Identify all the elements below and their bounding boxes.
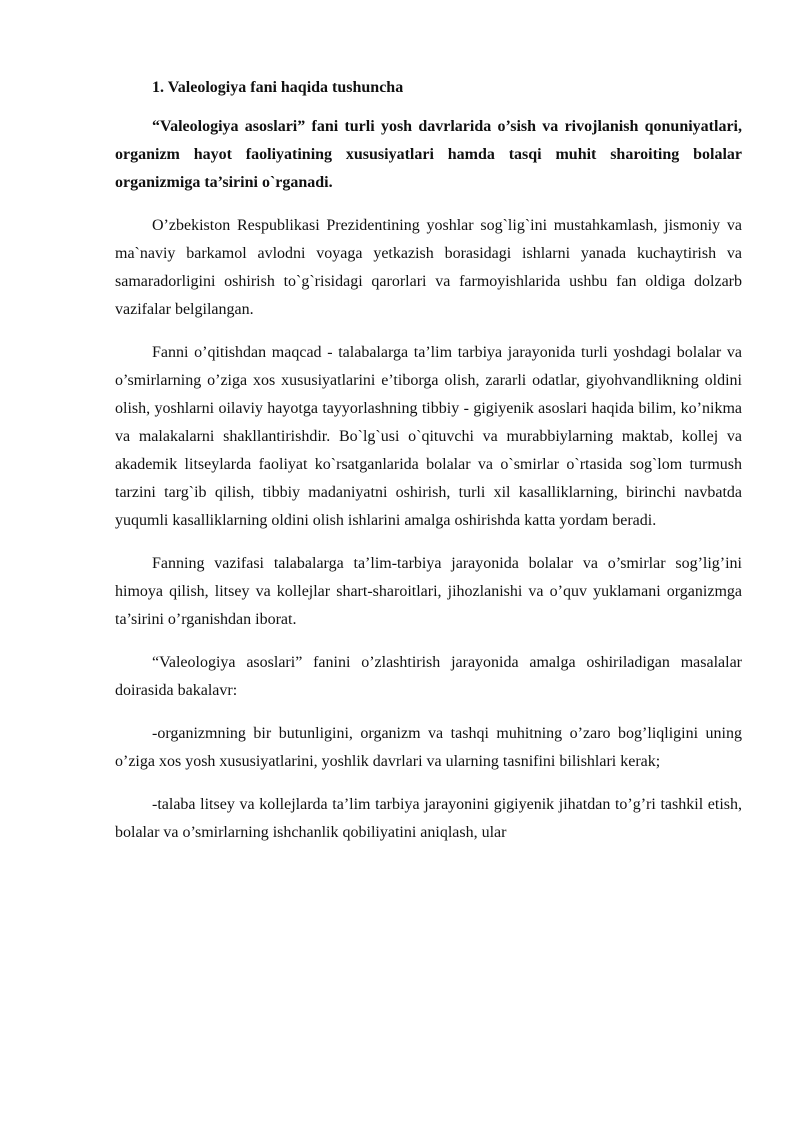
section-heading: 1. Valeologiya fani haqida tushuncha — [152, 79, 404, 96]
list-item: -organizmning bir butunligini, organizm va tashqi muhitning o’zaro bog’liqligini uning o’ziga xos yosh xususiyatlarini, yoshlik davrlari va ularning tasnifini bilishlari kerak; — [115, 725, 742, 770]
document-page — [115, 74, 742, 862]
body-paragraph: Fanning vazifasi talabalarga ta’lim-tarbiya jarayonida bolalar va o’smirlar sog’lig’ini himoya qilish, litsey va kollejlar shart-sharoitlari, jihozlanishi va o’quv yuklamani organizmga ta’sirini o’rganishdan iborat. — [115, 555, 742, 628]
body-paragraph: “Valeologiya asoslari” fanini o’zlashtirish jarayonida amalga oshiriladigan masalalar doirasida bakalavr: — [115, 654, 742, 699]
list-item: -talaba litsey va kollejlarda ta’lim tarbiya jarayonini gigiyenik jihatdan to’g’ri tashkil etish, bolalar va o’smirlarning ishchanlik qobiliyatini aniqlash, ular — [115, 796, 742, 841]
body-paragraph: Fanni o’qitishdan maqcad - talabalarga ta’lim tarbiya jarayonida turli yoshdagi bolalar va o’smirlarning o’ziga xos xususiyatlarini e’tiborga olish, zararli odatlar, giyohvandlikning oldini olish, yoshlarni oilaviy hayotga tayyorlashning tibbiy - gigiyenik asoslari haqida bilim, ko’nikma va malakalarni shakllantirishdir. Bo`lg`usi o`qituvchi va murabbiylarning maktab, kollej va akademik litseylarda faoliyat ko`rsatganlarida bolalar va o`smirlar o`rtasida sog`lom turmush tarzini targ`ib qilish, tibbiy madaniyatni oshirish, turli xil kasalliklarning, birinchi navbatda yuqumli kasalliklarning oldini olish ishlarini amalga oshirishda katta yordam beradi. — [115, 344, 742, 529]
body-paragraph: O’zbekiston Respublikasi Prezidentining yoshlar sog`lig`ini mustahkamlash, jismoniy va ma`naviy barkamol avlodni voyaga yetkazish borasidagi ishlarni yanada kuchaytirish va samaradorligini oshirish to`g`risidagi qarorlari va farmoyishlarida ushbu fan oldiga dolzarb vazifalar belgilangan. — [115, 217, 742, 318]
intro-paragraph: “Valeologiya asoslari” fani turli yosh davrlarida o’sish va rivojlanish qonuniyatlari, organizm hayot faoliyatining xususiyatlari hamda tasqi muhit sharoiting bolalar organizmiga ta’sirini o`rganadi. — [115, 118, 742, 191]
